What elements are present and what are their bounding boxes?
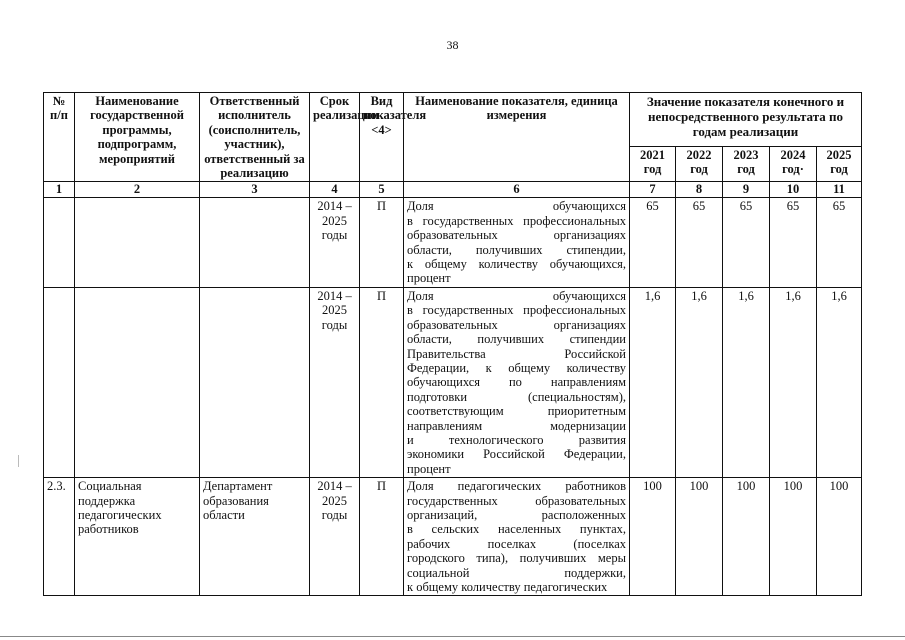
indicator-line: Доля обучающихся <box>407 199 626 214</box>
column-number: 6 <box>404 182 630 198</box>
column-number: 10 <box>770 182 817 198</box>
indicator-line: в государственных профессиональных <box>407 303 626 318</box>
row-number <box>44 287 75 477</box>
header-indicator-name: Наименование показателя, единица измерения <box>404 93 630 182</box>
header-year-2021: 2021 год <box>630 146 676 182</box>
row-indicator-type: П <box>360 478 404 596</box>
column-number: 3 <box>200 182 310 198</box>
row-executor <box>200 198 310 287</box>
row-value-2023: 65 <box>723 198 770 287</box>
row-indicator-name <box>404 478 630 596</box>
indicator-line: к общему количеству обучающихся, <box>407 257 626 272</box>
column-numbers-row <box>44 182 862 198</box>
indicator-line: подготовки (специальностям), <box>407 389 626 404</box>
row-value-2021: 65 <box>630 198 676 287</box>
row-value-2023: 100 <box>723 478 770 596</box>
row-value-2022: 1,6 <box>676 287 723 477</box>
indicator-line: образовательных организациях <box>407 228 626 243</box>
row-value-2024: 1,6 <box>770 287 817 477</box>
row-period: 2014 – 2025 годы <box>310 198 360 287</box>
header-program-name: Наименование государственной программы, подпрограмм, мероприятий <box>75 93 200 182</box>
row-value-2025: 1,6 <box>817 287 862 477</box>
indicator-line-last: процент <box>407 271 451 286</box>
header-period: Срок реализации <box>310 93 360 182</box>
indicator-line: образовательных организациях <box>407 317 626 332</box>
row-period: 2014 – 2025 годы <box>310 478 360 596</box>
row-value-2024: 100 <box>770 478 817 596</box>
row-program-name <box>75 198 200 287</box>
header-values-group: Значение показателя конечного и непосредственного результата по годам реализации <box>630 93 862 147</box>
column-number: 4 <box>310 182 360 198</box>
header-year-2024: 2024 год· <box>770 146 817 182</box>
row-program-name: Социальная поддержка педагогических работников <box>75 478 200 596</box>
indicator-line: в государственных профессиональных <box>407 213 626 228</box>
row-value-2021: 100 <box>630 478 676 596</box>
header-number: № п/п <box>44 93 75 182</box>
indicator-line: соответствующим приоритетным <box>407 404 626 419</box>
indicator-line: области, получивших стипендии, <box>407 242 626 257</box>
column-number: 1 <box>44 182 75 198</box>
column-number: 8 <box>676 182 723 198</box>
margin-mark <box>18 455 19 467</box>
indicator-line: экономики Российской Федерации, <box>407 447 626 462</box>
indicator-line: Доля педагогических работников <box>407 479 626 494</box>
indicator-line: рабочих поселках (поселках <box>407 536 626 551</box>
column-number: 7 <box>630 182 676 198</box>
header-year-2023: 2023 год <box>723 146 770 182</box>
row-value-2022: 65 <box>676 198 723 287</box>
row-indicator-type: П <box>360 287 404 477</box>
row-indicator-type: П <box>360 198 404 287</box>
indicator-line: области, получивших стипендии <box>407 332 626 347</box>
row-indicator-name <box>404 287 630 477</box>
indicator-line: Федерации, к общему количеству <box>407 360 626 375</box>
indicator-line: направлениям модернизации <box>407 418 626 433</box>
indicator-table <box>43 92 862 596</box>
row-value-2021: 1,6 <box>630 287 676 477</box>
table-row <box>44 478 862 596</box>
row-number <box>44 198 75 287</box>
table-row <box>44 287 862 477</box>
row-value-2023: 1,6 <box>723 287 770 477</box>
column-number: 11 <box>817 182 862 198</box>
header-row <box>44 93 862 147</box>
table-row <box>44 198 862 287</box>
page-bottom-edge <box>0 636 905 637</box>
header-year-2022: 2022 год <box>676 146 723 182</box>
row-value-2022: 100 <box>676 478 723 596</box>
header-executor: Ответственный исполнитель (соисполнитель, участник), ответственный за реализацию <box>200 93 310 182</box>
row-indicator-name <box>404 198 630 287</box>
row-executor: Департамент образования области <box>200 478 310 596</box>
row-value-2024: 65 <box>770 198 817 287</box>
row-period: 2014 – 2025 годы <box>310 287 360 477</box>
header-indicator-type: Вид показателя <4> <box>360 93 404 182</box>
indicator-line-last: процент <box>407 461 451 476</box>
indicator-line: городского типа), получивших меры <box>407 551 626 566</box>
indicator-line: обучающихся по направлениям <box>407 375 626 390</box>
indicator-line: в сельских населенных пунктах, <box>407 522 626 537</box>
indicator-line: государственных образовательных <box>407 493 626 508</box>
indicator-line: Доля обучающихся <box>407 288 626 303</box>
indicator-line: организаций, расположенных <box>407 507 626 522</box>
column-number: 9 <box>723 182 770 198</box>
indicator-line-last: к общему количеству педагогических <box>407 580 608 594</box>
indicator-line: и технологического развития <box>407 432 626 447</box>
row-value-2025: 100 <box>817 478 862 596</box>
column-number: 2 <box>75 182 200 198</box>
header-year-2025: 2025 год <box>817 146 862 182</box>
column-number: 5 <box>360 182 404 198</box>
page-number: 38 <box>446 38 459 52</box>
indicator-line: Правительства Российской <box>407 346 626 361</box>
row-program-name <box>75 287 200 477</box>
indicator-line: социальной поддержки, <box>407 565 626 580</box>
row-value-2025: 65 <box>817 198 862 287</box>
row-executor <box>200 287 310 477</box>
row-number: 2.3. <box>44 478 75 596</box>
